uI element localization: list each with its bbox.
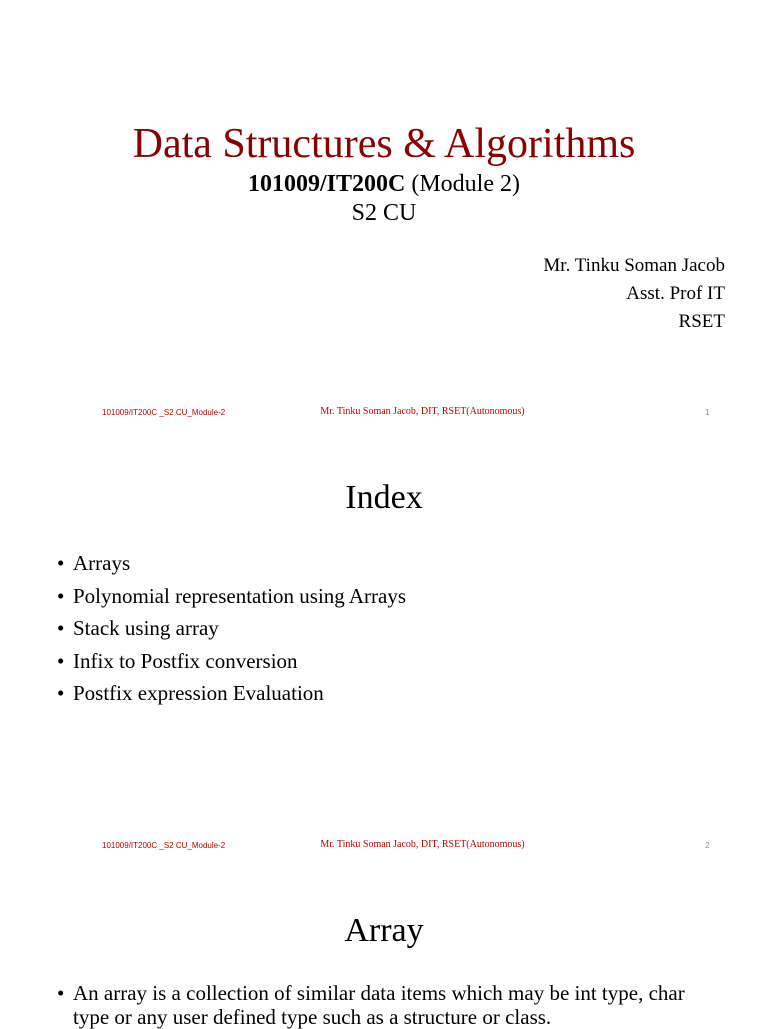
index-item [57,580,406,613]
bullet: • [57,681,65,705]
index-item-label: Polynomial representation using Arrays [73,583,407,608]
array-definition-text: An array is a collection of similar data items which may be int type, char type or any user defined type such as a structure or class. [73,981,685,1029]
author-role: Asst. Prof IT [626,283,725,304]
bullet: • [57,981,65,1005]
author-name: Mr. Tinku Soman Jacob [543,255,725,276]
index-item [57,547,406,580]
index-item-label: Postfix expression Evaluation [73,681,324,705]
bullet: • [57,551,65,575]
bullet: • [57,616,65,640]
array-definition [57,981,717,1029]
footer-author: Mr. Tinku Soman Jacob, DIT, RSET(Autonomous) [320,839,525,850]
footer-course: 101009/IT200C _S2 CU_Module-2 [102,841,226,850]
index-title: Index [345,479,423,516]
bullet: • [57,583,65,608]
index-item [57,645,406,678]
index-item [57,612,406,645]
module-label: (Module 2) [405,171,520,197]
batch-label: S2 CU [351,200,417,226]
index-list [57,547,406,710]
index-item-label: Stack using array [73,616,219,640]
footer-author: Mr. Tinku Soman Jacob, DIT, RSET(Autonomous) [320,406,525,417]
bullet: • [57,648,65,673]
page-number: 2 [705,841,710,850]
index-item [57,677,406,710]
index-item-label: Infix to Postfix conversion [73,648,298,673]
author-institution: RSET [678,311,725,332]
footer-course: 101009/IT200C _S2 CU_Module-2 [102,408,226,417]
array-title: Array [344,912,424,949]
page-number: 1 [705,408,710,417]
course-subtitle [0,168,768,200]
course-code: 101009/IT200C [247,171,406,197]
slide-title: Data Structures & Algorithms [132,121,636,167]
index-item-label: Arrays [73,551,131,575]
